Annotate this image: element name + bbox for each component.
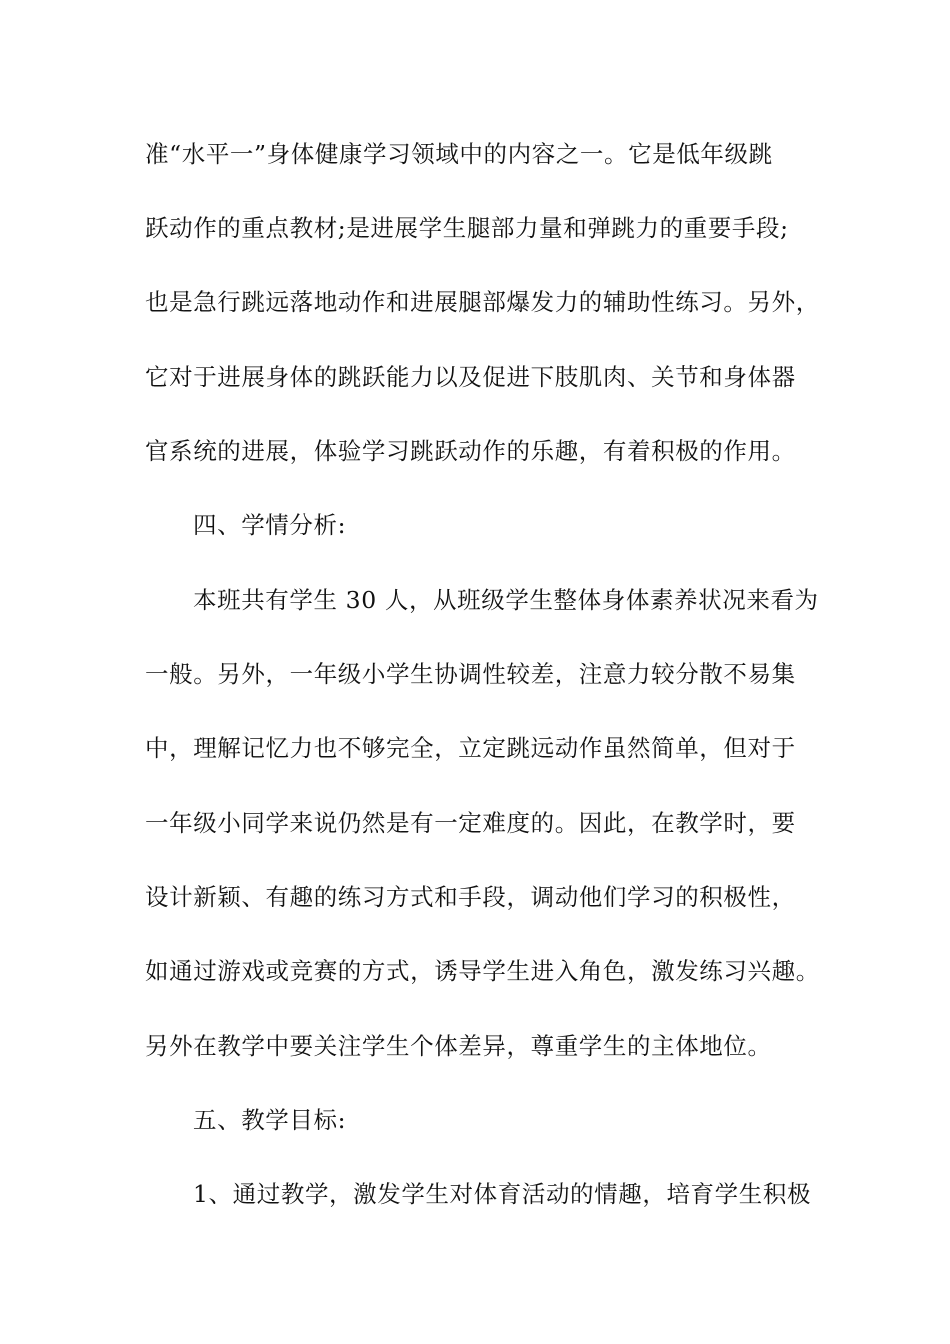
paragraph-line: 准“水平一”身体健康学习领域中的内容之一。它是低年级跳 [145, 140, 773, 168]
paragraph-line: 跃动作的重点教材;是进展学生腿部力量和弹跳力的重要手段; [145, 214, 789, 242]
paragraph-line: 一般。另外，一年级小学生协调性较差，注意力较分散不易集 [145, 660, 796, 688]
section-heading: 四、学情分析: [193, 511, 347, 539]
paragraph-line: 设计新颖、有趣的练习方式和手段，调动他们学习的积极性， [145, 883, 796, 911]
paragraph-line: 中，理解记忆力也不够完全，立定跳远动作虽然简单，但对于 [145, 734, 796, 762]
paragraph-line: 1、通过教学，激发学生对体育活动的情趣，培育学生积极 [193, 1180, 812, 1208]
paragraph-line: 一年级小同学来说仍然是有一定难度的。因此，在教学时，要 [145, 809, 796, 837]
paragraph-line: 官系统的进展，体验学习跳跃动作的乐趣，有着积极的作用。 [145, 437, 796, 465]
paragraph-line: 它对于进展身体的跳跃能力以及促进下肢肌肉、关节和身体器 [145, 363, 796, 391]
paragraph-line: 如通过游戏或竞赛的方式，诱导学生进入角色，激发练习兴趣。 [145, 957, 820, 985]
paragraph-line: 另外在教学中要关注学生个体差异，尊重学生的主体地位。 [145, 1032, 772, 1060]
paragraph-line: 本班共有学生 30 人，从班级学生整体身体素养状况来看为 [193, 586, 819, 614]
section-heading: 五、教学目标: [193, 1106, 347, 1134]
paragraph-line: 也是急行跳远落地动作和进展腿部爆发力的辅助性练习。另外， [145, 288, 820, 316]
